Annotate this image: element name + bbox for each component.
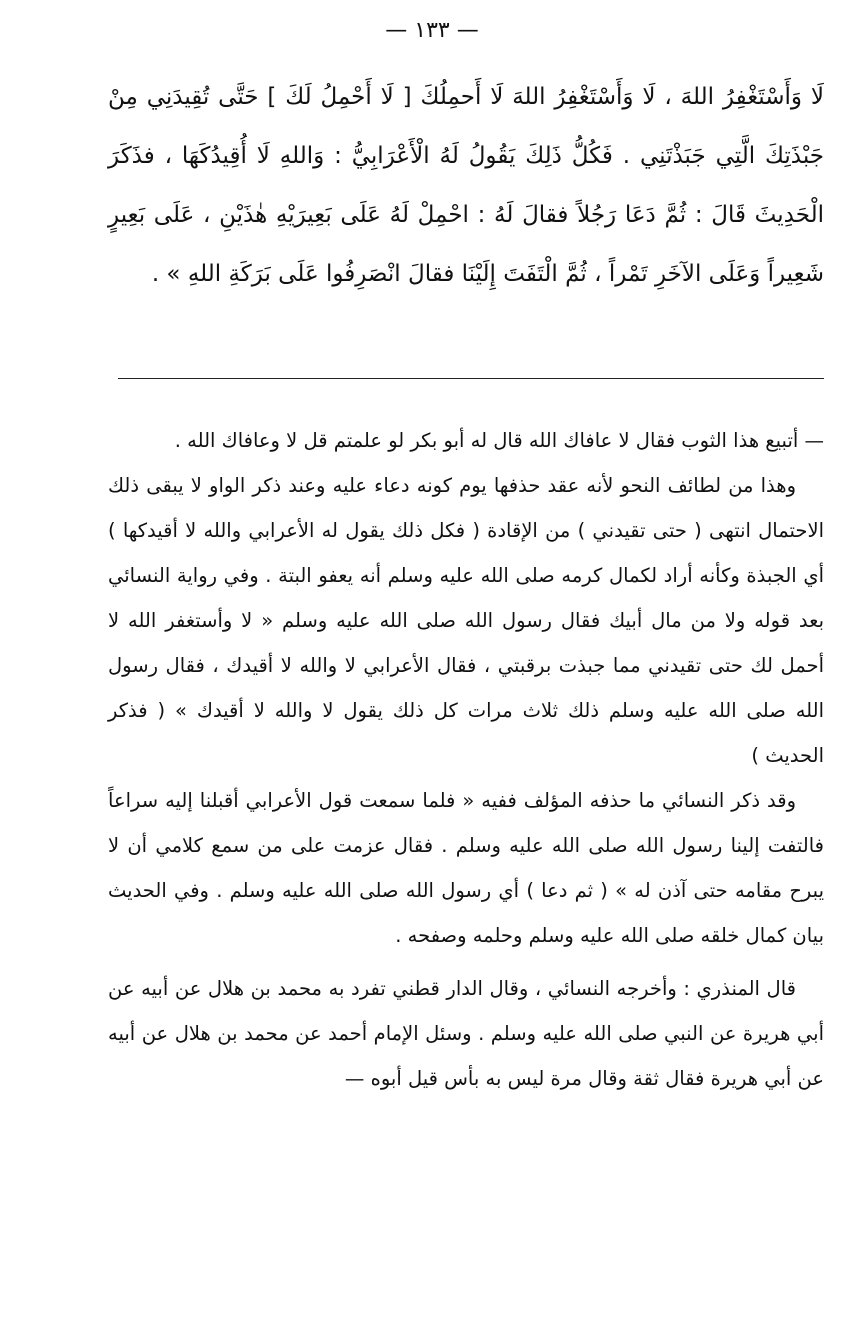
hadith-text: [108, 68, 824, 304]
commentary-text: [108, 418, 824, 1101]
commentary-paragraph-2: وهذا من لطائف النحو لأنه عقد حذفها يوم كونه دعاء عليه وعند ذكر الواو لا يبقى ذلك الاحتمال انتهى ( حتى تقيدني ) من الإقادة ( فكل ذلك يقول له الأعرابي والله لا أقيدكها ) أي الجبذة وكأنه أراد لكمال كرمه صلى الله عليه وسلم أنه يعفو البتة . وفي رواية النسائي بعد قوله ولا من مال أبيك فقال رسول الله صلى الله عليه وسلم « لا وأستغفر الله لا أحمل لك حتى تقيدني مما جبذت برقبتي ، فقال الأعرابي لا والله لا أقيدك ، فقال رسول الله صلى الله عليه وسلم ذلك ثلاث مرات كل ذلك يقول لا والله لا أقيدك » ( فذكر الحديث ): [108, 474, 824, 767]
footnote-divider: [118, 378, 824, 379]
hadith-paragraph: لَا وَأَسْتَغْفِرُ اللهَ ، لَا وَأَسْتَغْفِرُ اللهَ لَا أَحمِلُكَ [ لَا أَحْمِلُ لَكَ ] حَتَّى تُقِيدَنِي مِنْ جَبْذَتِكَ الَّتِي جَبَذْتَنِي . فَكُلُّ ذَلِكَ يَقُولُ لَهُ الْأَعْرَابِيُّ : وَاللهِ لَا أُقِيدُكَهَا ، فذَكَرَ الْحَدِيثَ قَالَ : ثُمَّ دَعَا رَجُلاً فقالَ لَهُ : احْمِلْ لَهُ عَلَى بَعِيرَيْهِ هٰذَيْنِ ، عَلَى بَعِيرٍ شَعِيراً وَعَلَى الآخَرِ تَمْراً ، ثُمَّ الْتَفَتَ إِلَيْنَا فقالَ انْصَرِفُوا عَلَى بَرَكَةِ اللهِ » .: [108, 84, 824, 287]
commentary-paragraph-4: قال المنذري : وأخرجه النسائي ، وقال الدار قطني تفرد به محمد بن هلال عن أبيه عن أبي هريرة عن النبي صلى الله عليه وسلم . وسئل الإمام أحمد عن محمد بن هلال عن أبيه عن أبي هريرة فقال ثقة وقال مرة ليس به بأس قيل أبوه —: [108, 977, 824, 1090]
page-number: — ١٣٣ —: [385, 18, 479, 43]
commentary-paragraph-3: وقد ذكر النسائي ما حذفه المؤلف ففيه « فلما سمعت قول الأعرابي أقبلنا إليه سراعاً فالتفت إلينا رسول الله صلى الله عليه وسلم . فقال عزمت على من سمع كلامي أن لا يبرح مقامه حتى آذن له » ( ثم دعا ) أي رسول الله صلى الله عليه وسلم . وفي الحديث بيان كمال خلقه صلى الله عليه وسلم وحلمه وصفحه .: [108, 789, 824, 947]
commentary-paragraph-1: — أتبيع هذا الثوب فقال لا عافاك الله قال له أبو بكر لو علمتم قل لا وعافاك الله .: [174, 429, 824, 452]
